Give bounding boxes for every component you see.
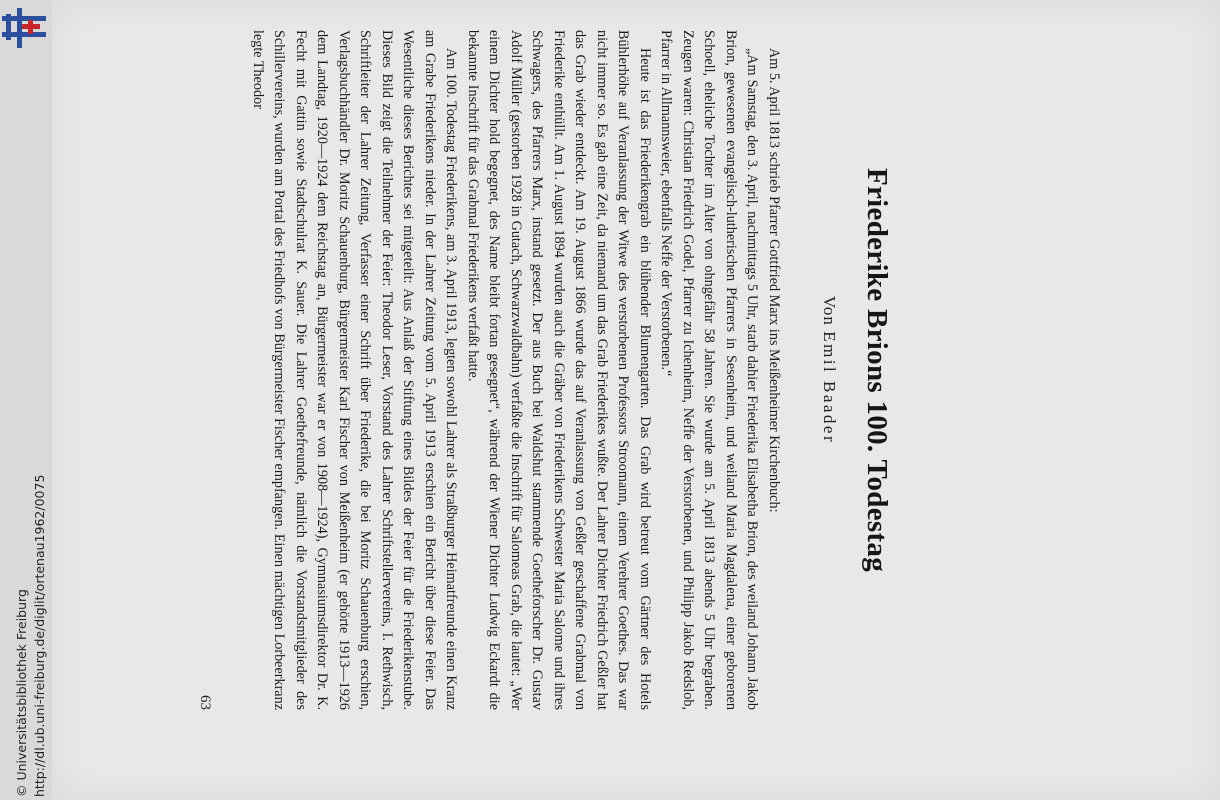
left-sidebar (0, 0, 52, 800)
author-name: Emil Baader (820, 331, 839, 445)
copyright-notice: © Universitätsbibliothek Freiburg (14, 589, 29, 797)
page-content (168, 30, 1048, 710)
paragraph: „Am Samstag, den 3. April, nachmittags 5 Uhr, starb dahier Friederika Elisabetha Brion, des weiland Johann Jakob Brion, gewesenen evangelisch-lutherischen Pfarrers in Sesenheim, und weiland Maria Magdalena, einer geborenen Schoell, eheliche Tochter im Alter von ohngefähr 58 Jahren. Sie wurde am 5. April 1813 abends 5 Uhr begraben. Zeugen waren: Christian Friedrich Godel, Pfarrer zu Ichenheim, Neffe der Verstorbenen, und Philipp Jakob Redslob, Pfarrer in Allmannsweier, ebenfalls Neffe der Verstorbenen.“ (658, 30, 761, 710)
university-library-logo-icon[interactable] (2, 6, 46, 50)
article-body (247, 30, 785, 710)
article-title: Friederike Brions 100. Todestag (861, 167, 893, 573)
page-number: 63 (197, 695, 213, 710)
article-author (818, 30, 840, 710)
document-url-link[interactable]: http://dl.ub.uni-freiburg.de/diglit/ortenau1962/0075 (32, 474, 47, 797)
author-prefix: Von (820, 295, 839, 326)
paragraph: Am 100. Todestag Friederikens, am 3. April 1913, legten sowohl Lahrer als Straßburger Heimatfreunde einen Kranz am Grabe Friederikens nieder. In der Lahrer Zeitung vom 5. April 1913 erschien ein Bericht über diese Feier. Das Wesentliche dieses Berichtes sei mitgeteilt: Aus Anlaß der Stiftung eines Bildes der Feier für die Friederikenstube. Dieses Bild zeigt die Teilnehmer der Feier: Theodor Leser, Vorstand des Lahrer Schriftstellervereins, I. Rethwisch, Schriftleiter der Lahrer Zeitung, Verfasser einer Schrift über Friederike, die bei Moritz Schauenburg erschien, Verlagsbuchhändler Dr. Moritz Schauenburg, Bürgermeister Karl Fischer von Meißenheim (er gehörte 1913—1926 dem Landtag, 1920—1924 dem Reichstag an, Bürgermeister war er von 1908—1924), Gymnasiumsdirektor Dr. K. Fecht mit Gattin sowie Stadtschulrat K. Sauer. Die Lahrer Goethefreunde, nämlich die Vorstandsmitglieder des Schillervereins, wurden am Portal des Friedhofs von Bürgermeister Fischer empfangen. Einen mächtigen Lorbeerkranz legte Theodor (250, 30, 460, 710)
paragraph: Heute ist das Friederikengrab ein blühender Blumengarten. Das Grab wird betreut vom Gärtner des Hotels Bühlerhöhe auf Veranlassung der Witwe des verstorbenen Professors Stroomann, einem Verehrer Goethes. Das war nicht immer so. Es gab eine Zeit, da niemand um das Grab Friederikes wußte. Der Lahrer Dichter Friedrich Geßler hat das Grab wieder entdeckt. Am 19. August 1866 wurde das auf Veranlassung von Geßler geschaffene Grabmal von Friederike enthüllt. Am 1. August 1894 wurden auch die Gräber von Friederikens Schwester Maria Salome und ihres Schwagers, des Pfarrers Marx, instand gesetzt. Der aus Buch bei Waldshut stammende Goetheforscher Dr. Gustav Adolf Müller (gestorben 1928 in Gutach, Schwarzwaldbahn) verfaßte die Inschrift für Salomeas Grab, die lautet: „Wer einem Dichter hold begegnet, des Name bleibt fortan gesegnet“, während der Wiener Dichter Ludwig Eckardt die bekannte Inschrift für das Grabmal Friederikens verfaßt hatte. (465, 30, 653, 710)
paragraph: Am 5. April 1813 schrieb Pfarrer Gottfried Marx ins Meißenheimer Kirchenbuch: (766, 48, 782, 513)
